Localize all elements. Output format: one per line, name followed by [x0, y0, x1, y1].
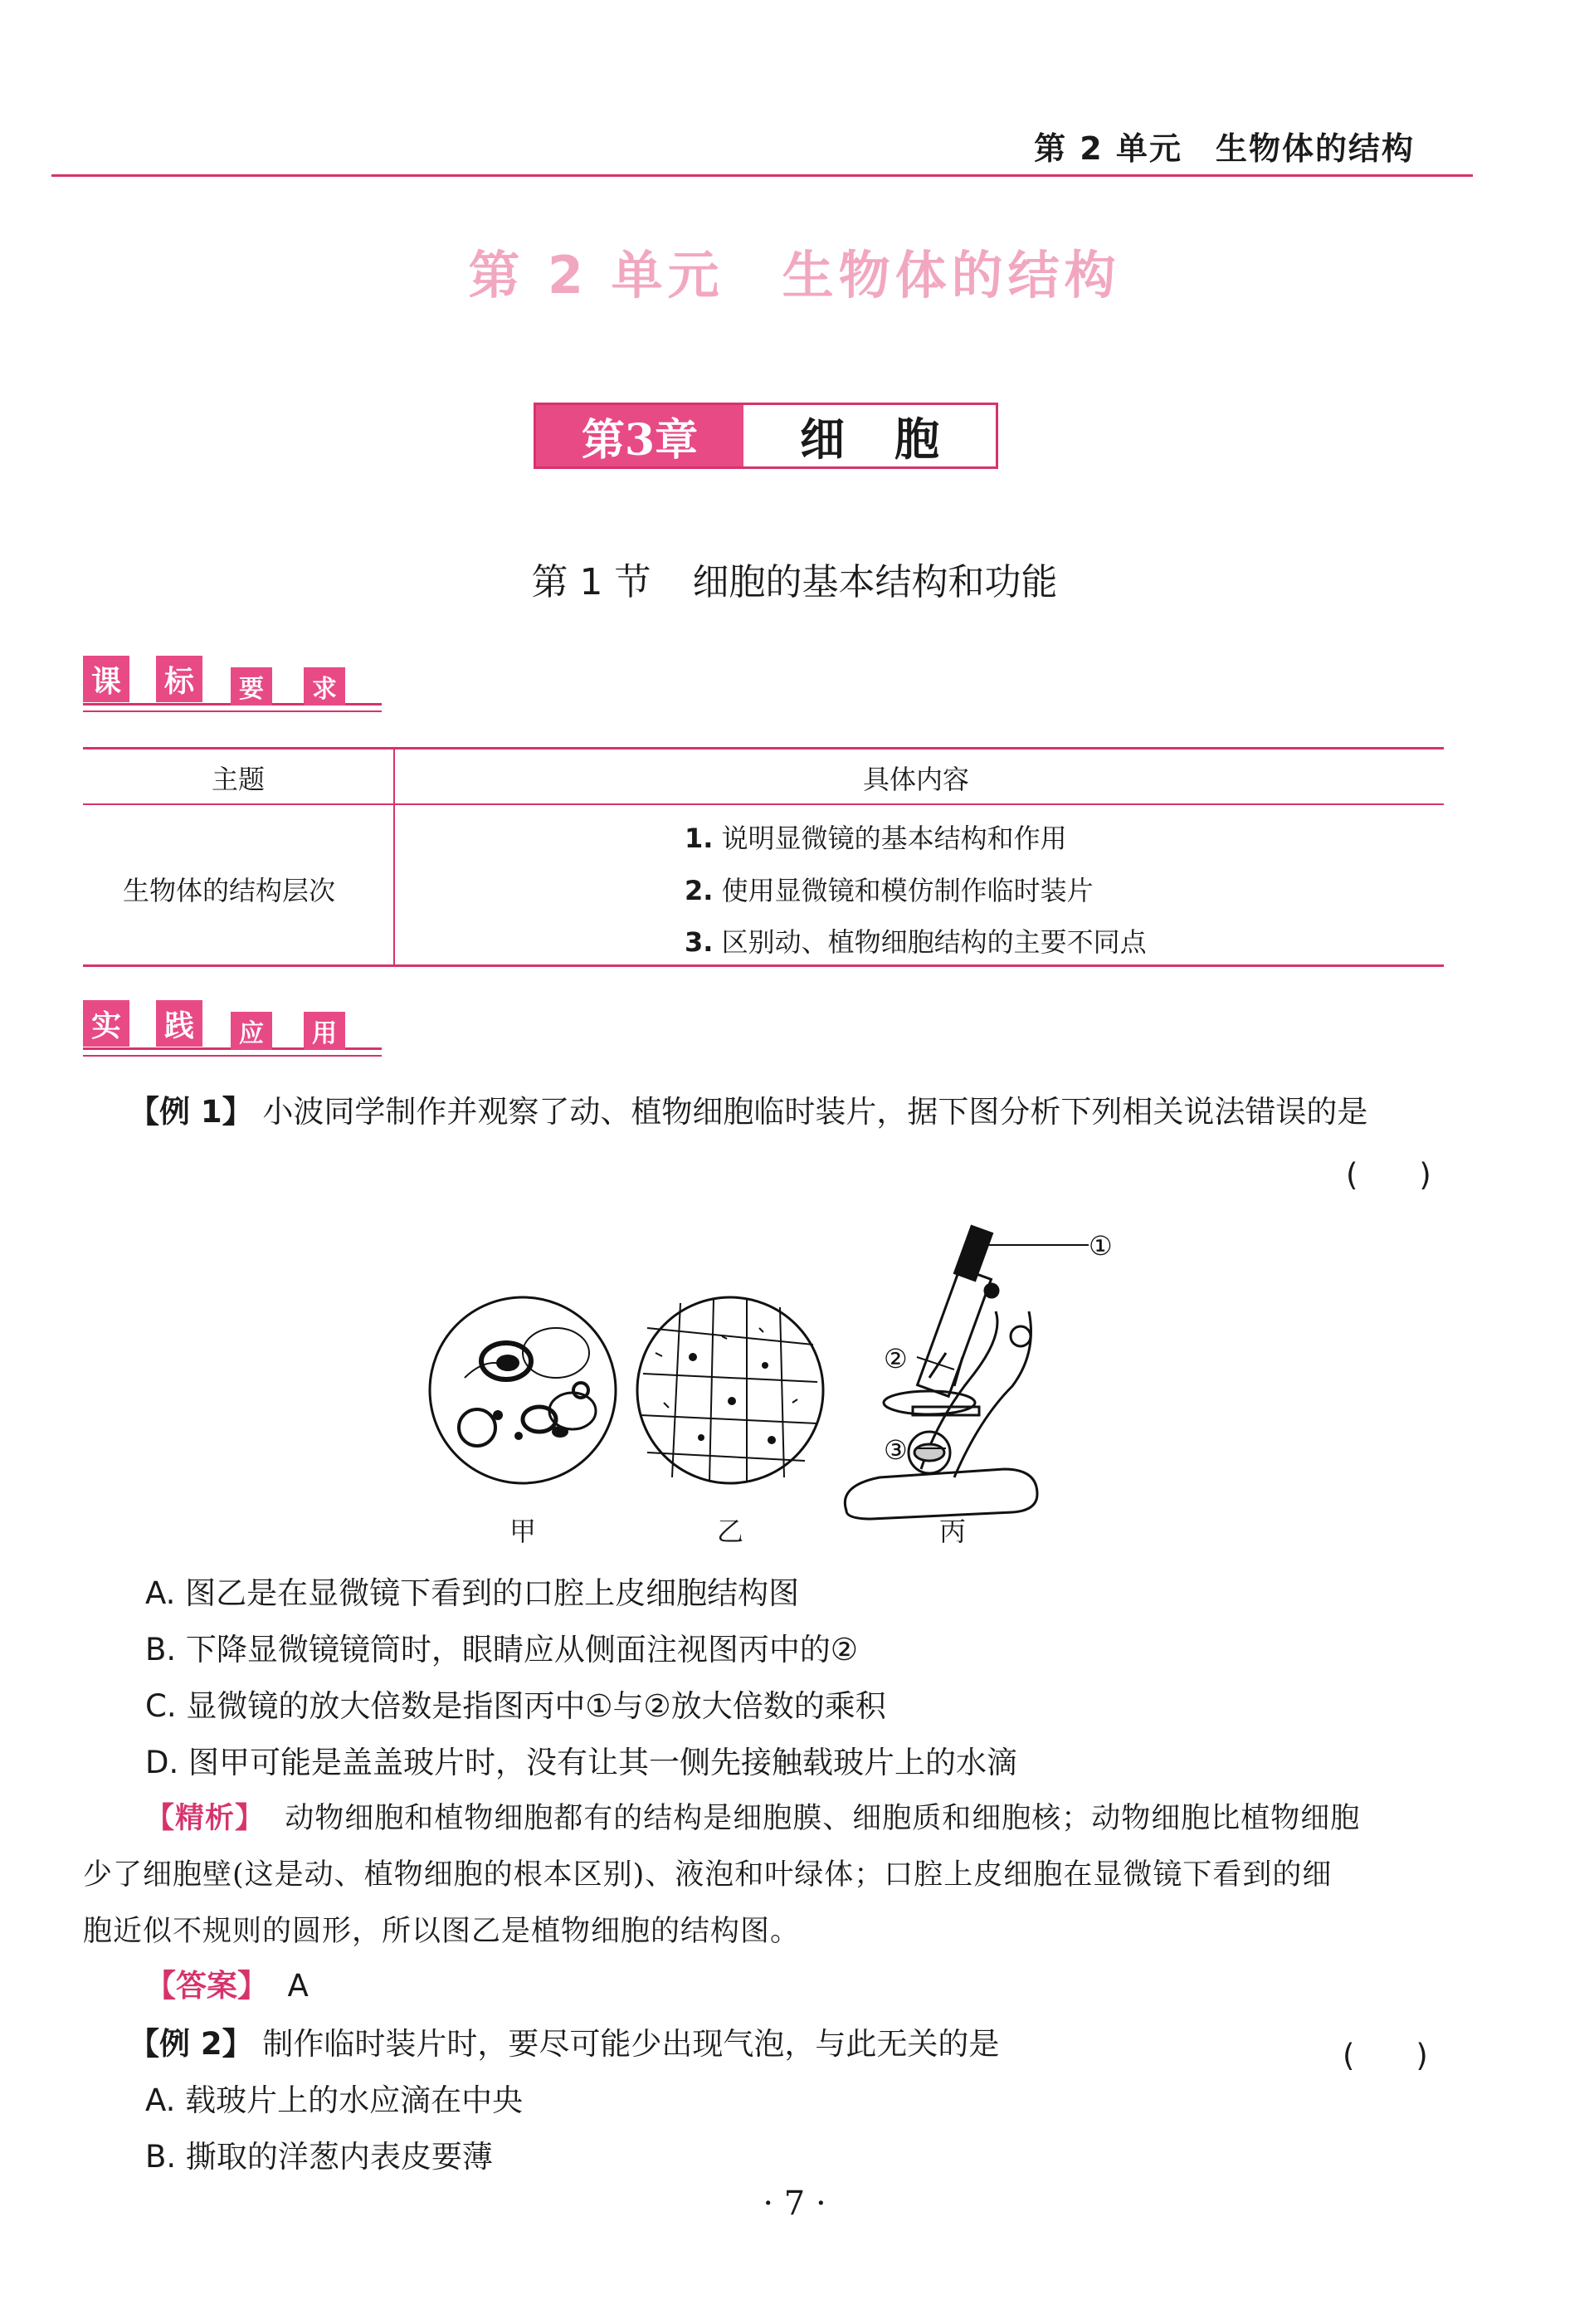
microscope-figure	[415, 1212, 1128, 1544]
answer-value: A	[287, 1968, 309, 2004]
heading-char: 实	[83, 1000, 129, 1047]
figure-label-bing: 丙	[939, 1516, 967, 1547]
table-column-divider	[393, 747, 395, 967]
example2-text: 制作临时装片时，要尽可能少出现气泡，与此无关的是	[262, 2026, 1000, 2062]
table-item: 1. 说明显微镜的基本结构和作用	[685, 823, 1067, 854]
cell-view-yi	[637, 1297, 823, 1483]
example2-question	[129, 2015, 1290, 2073]
callout-1: ①	[1089, 1230, 1113, 1262]
running-header-title: 生物体的结构	[1215, 130, 1415, 167]
analysis-line: 少了细胞壁(这是动、植物细胞的根本区别)、液泡和叶绿体；口腔上皮细胞在显微镜下看到的细	[83, 1858, 1333, 1892]
unit-title-unit: 第 2 单元	[468, 245, 724, 305]
unit-title-text: 生物体的结构	[782, 245, 1121, 305]
example2-answer-bracket: ( )	[1343, 2038, 1428, 2073]
heading-char: 求	[304, 667, 345, 706]
heading-char: 用	[304, 1012, 345, 1050]
heading-char: 践	[156, 1000, 202, 1047]
page-number: · 7 ·	[763, 2185, 826, 2223]
chapter-name: 细胞	[800, 412, 989, 466]
example1-text: 小波同学制作并观察了动、植物细胞临时装片，据下图分析下列相关说法错误的是	[262, 1094, 1368, 1130]
heading-char: 课	[83, 656, 129, 702]
heading-char: 应	[231, 1012, 272, 1050]
table-item: 2. 使用显微镜和模仿制作临时装片	[685, 875, 1094, 906]
section-title	[0, 552, 1589, 605]
table-item: 3. 区别动、植物细胞结构的主要不同点	[685, 926, 1147, 958]
example1-option-c: C. 显微镜的放大倍数是指图丙中①与②放大倍数的乘积	[145, 1688, 886, 1724]
example2-tag: 【例 2】	[129, 2026, 253, 2062]
example2-option-a: A. 载玻片上的水应滴在中央	[145, 2082, 524, 2118]
example2-option-b: B. 撕取的洋葱内表皮要薄	[145, 2139, 493, 2175]
running-header-unit: 第 2 单元	[1034, 130, 1182, 167]
table-top-rule	[83, 747, 1444, 749]
example1-answer-bracket: ( )	[1346, 1157, 1431, 1193]
header-rule	[51, 174, 1473, 177]
table-header-content: 具体内容	[863, 764, 970, 795]
analysis-tag: 【精析】	[145, 1801, 266, 1835]
table-bottom-rule	[83, 964, 1444, 967]
answer-tag: 【答案】	[145, 1968, 268, 2004]
example1-question	[129, 1083, 1456, 1141]
section-name: 细胞的基本结构和功能	[692, 561, 1058, 603]
table-topic-cell: 生物体的结构层次	[123, 875, 336, 906]
requirements-heading	[83, 656, 382, 714]
example1-option-d: D. 图甲可能是盖盖玻片时，没有让其一侧先接触载玻片上的水滴	[145, 1745, 1018, 1780]
figure-label-jia: 甲	[509, 1516, 537, 1547]
example1-analysis	[83, 1790, 1444, 1960]
microscope-drawing	[845, 1226, 1037, 1519]
unit-title	[0, 234, 1589, 308]
analysis-line: 动物细胞和植物细胞都有的结构是细胞膜、细胞质和细胞核；动物细胞比植物细胞	[285, 1802, 1361, 1835]
analysis-line: 胞近似不规则的圆形，所以图乙是植物细胞的结构图。	[83, 1915, 801, 1948]
chapter-number: 第3章	[536, 405, 743, 466]
example1-answer	[145, 1957, 1506, 2015]
running-header	[1034, 123, 1415, 168]
figure-label-yi: 乙	[717, 1516, 744, 1547]
cell-view-jia	[430, 1297, 616, 1483]
practice-heading	[83, 1000, 382, 1058]
section-number: 第 1 节	[531, 561, 651, 603]
heading-char: 标	[156, 656, 202, 702]
table-header-rule	[83, 803, 1444, 805]
example1-tag: 【例 1】	[129, 1094, 253, 1130]
callout-3: ③	[884, 1434, 908, 1466]
requirements-table	[83, 747, 1444, 971]
heading-char: 要	[231, 667, 272, 706]
example1-option-b: B. 下降显微镜镜筒时，眼睛应从侧面注视图丙中的②	[145, 1632, 859, 1667]
chapter-box	[534, 403, 998, 469]
callout-2: ②	[884, 1343, 908, 1374]
example1-option-a: A. 图乙是在显微镜下看到的口腔上皮细胞结构图	[145, 1575, 800, 1611]
table-header-topic: 主题	[212, 764, 266, 795]
